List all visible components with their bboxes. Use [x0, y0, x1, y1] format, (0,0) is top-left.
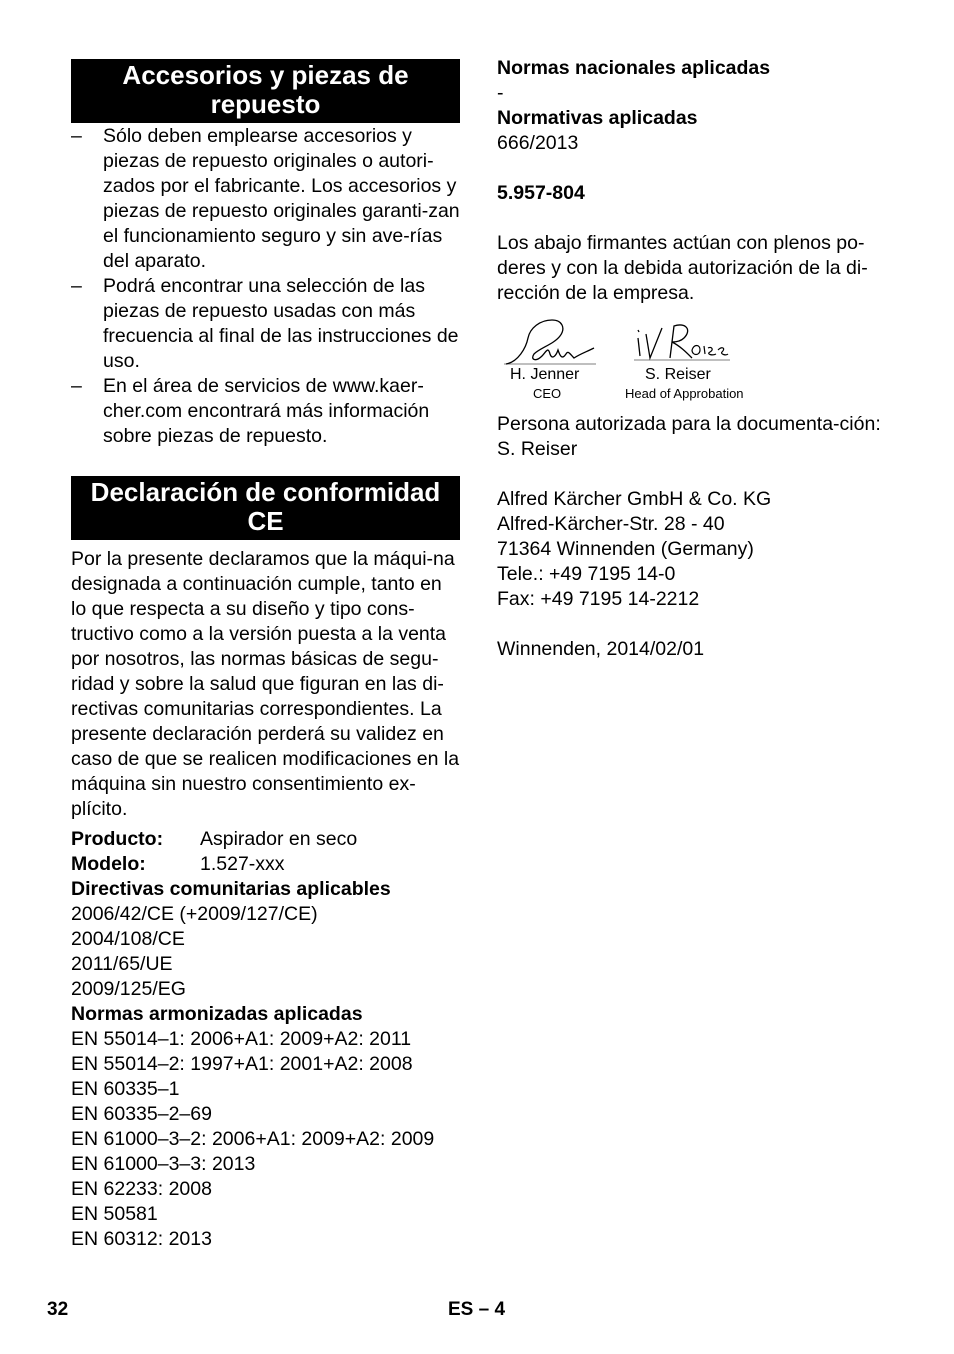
standard-item: EN 62233: 2008 — [71, 1178, 212, 1200]
list-item — [71, 374, 460, 449]
list-item-text: Podrá encontrar una selección de las piezas de repuesto usadas con más frecuencia al final de las instrucciones de uso. — [103, 275, 459, 372]
signatories-text: Los abajo firmantes actúan con plenos po-deres y con la debida autorización de la di-rección de la empresa. — [497, 232, 868, 304]
page-number: 32 — [47, 1299, 69, 1320]
signer1-role: CEO — [533, 386, 562, 401]
model-label: Modelo: — [71, 853, 146, 875]
company-street: Alfred-Kärcher-Str. 28 - 40 — [497, 513, 725, 535]
signature-jenner — [500, 314, 600, 370]
product-details — [71, 827, 471, 1252]
signature-reiser — [632, 320, 732, 366]
list-item-text: En el área de servicios de www.kaer-cher.com encontrará más información sobre piezas de repuesto. — [103, 375, 430, 447]
standard-item: EN 60335–2–69 — [71, 1103, 212, 1125]
product-row — [71, 827, 471, 852]
standard-item: EN 60312: 2013 — [71, 1228, 212, 1250]
company-city: 71364 Winnenden (Germany) — [497, 538, 754, 560]
part-number: 5.957-804 — [497, 182, 585, 204]
dash-bullet: – — [71, 125, 82, 147]
section-page-label: ES – 4 — [448, 1299, 506, 1320]
section-title: Accesorios y piezas de repuesto — [122, 60, 409, 119]
list-item-text: Sólo deben emplearse accesorios y piezas de repuesto originales o autori-zados por el fabricante. Los accesorios y piezas de repuesto originales garanti-zan el funcionamiento seguro y sin ave-rías del aparato. — [103, 125, 460, 272]
national-standards-value: - — [497, 82, 504, 104]
list-item — [71, 124, 460, 274]
model-value: 1.527-xxx — [200, 853, 285, 875]
product-value: Aspirador en seco — [200, 828, 358, 850]
accessories-list — [71, 124, 460, 449]
declaration-intro: Por la presente declaramos que la máqui-na designada a continuación cumple, tanto en lo que respecta a su diseño y tipo cons-tructivo como a la versión puesta a la venta por nosotros, las normas básicas de segu-ridad y sobre la salud que figuran en las di-rectivas comunitarias correspondientes. La presente declaración perderá su validez en caso de que se realicen modificaciones en la máquina sin nuestro consentimiento ex-plícito. — [71, 548, 460, 820]
harmonized-heading: Normas armonizadas aplicadas — [71, 1003, 363, 1025]
standard-item: EN 61000–3–3: 2013 — [71, 1153, 256, 1175]
model-row — [71, 852, 471, 877]
standard-item: EN 55014–2: 1997+A1: 2001+A2: 2008 — [71, 1053, 413, 1075]
signer1-name: H. Jenner — [510, 366, 580, 383]
section-heading-accessories — [71, 59, 460, 123]
section-heading-conformity — [71, 476, 460, 540]
standard-item: EN 50581 — [71, 1203, 158, 1225]
national-standards-heading: Normas nacionales aplicadas — [497, 57, 771, 79]
regulations-value: 666/2013 — [497, 132, 579, 154]
directive-item: 2006/42/CE (+2009/127/CE) — [71, 903, 318, 925]
doc-person-name: S. Reiser — [497, 438, 578, 460]
place-date: Winnenden, 2014/02/01 — [497, 638, 705, 660]
standard-item: EN 61000–3–2: 2006+A1: 2009+A2: 2009 — [71, 1128, 435, 1150]
dash-bullet: – — [71, 275, 82, 297]
company-name: Alfred Kärcher GmbH & Co. KG — [497, 488, 772, 510]
regulations-heading: Normativas aplicadas — [497, 107, 698, 129]
doc-person-label: Persona autorizada para la documenta-ción: — [497, 413, 881, 435]
section-title: Declaración de conformidad CE — [90, 477, 441, 536]
directive-item: 2011/65/UE — [71, 953, 173, 975]
product-label: Producto: — [71, 828, 164, 850]
signer2-role: Head of Approbation — [625, 386, 744, 401]
contact-block — [497, 412, 887, 662]
company-phone: Tele.: +49 7195 14-0 — [497, 563, 676, 585]
company-fax: Fax: +49 7195 14-2212 — [497, 588, 700, 610]
list-item — [71, 274, 460, 374]
signer2-name: S. Reiser — [645, 366, 711, 383]
directive-item: 2004/108/CE — [71, 928, 185, 950]
right-column — [497, 56, 897, 306]
dash-bullet: – — [71, 375, 82, 397]
standard-item: EN 60335–1 — [71, 1078, 180, 1100]
standard-item: EN 55014–1: 2006+A1: 2009+A2: 2011 — [71, 1028, 412, 1050]
directive-item: 2009/125/EG — [71, 978, 186, 1000]
directives-heading: Directivas comunitarias aplicables — [71, 878, 391, 900]
